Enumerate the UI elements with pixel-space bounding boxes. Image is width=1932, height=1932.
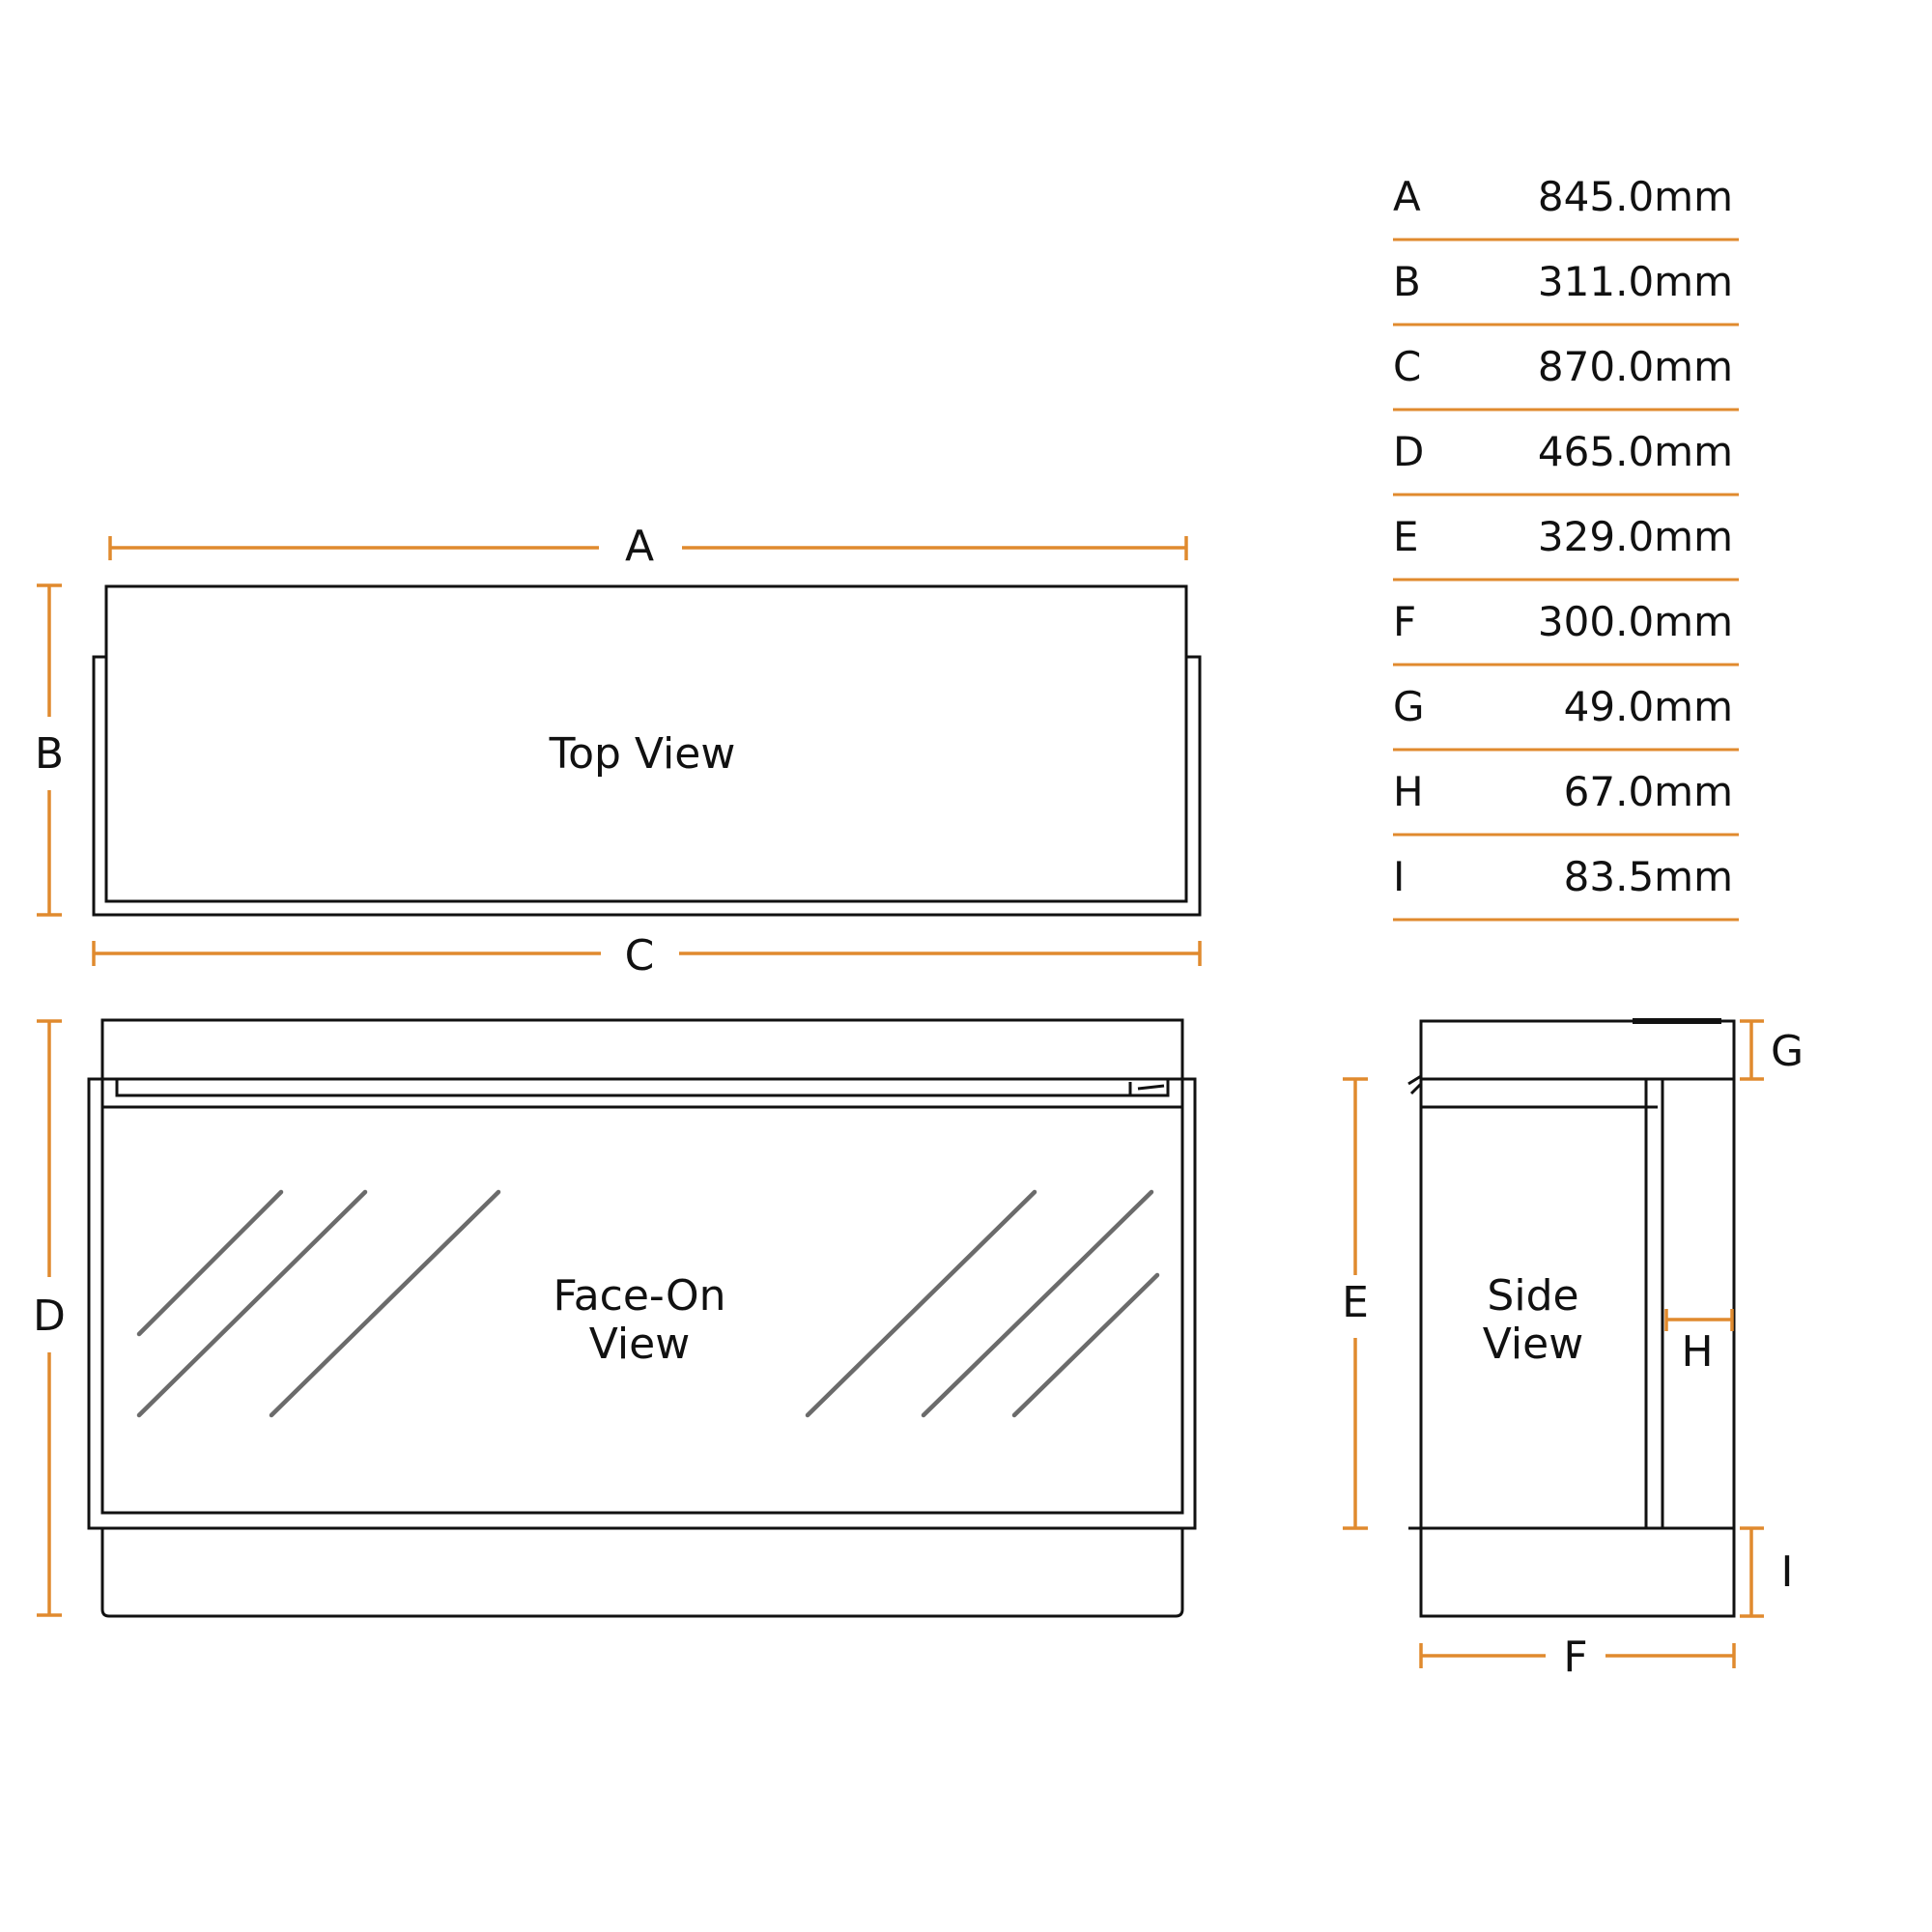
dimension-key-i: I	[1393, 853, 1406, 900]
dimension-value-i: 83.5mm	[1563, 853, 1733, 900]
dimension-value-b: 311.0mm	[1537, 258, 1733, 305]
dimension-value-e: 329.0mm	[1537, 513, 1733, 560]
dimension-c-label: C	[624, 931, 655, 980]
face-on-view	[33, 1020, 1195, 1616]
dimension-i-label: I	[1780, 1548, 1794, 1597]
face-view-label-line2: View	[588, 1320, 691, 1369]
dimension-key-a: A	[1393, 173, 1421, 220]
dimension-value-h: 67.0mm	[1563, 768, 1733, 815]
dimensions-table	[1393, 173, 1739, 920]
dimension-i-line	[1740, 1528, 1764, 1616]
face-control-mark	[1130, 1082, 1164, 1095]
side-view-label-line1: Side	[1487, 1271, 1579, 1321]
dimension-a-label: A	[624, 522, 655, 571]
dimension-value-c: 870.0mm	[1537, 343, 1733, 390]
face-top-cap	[102, 1020, 1182, 1079]
side-view-label-line2: View	[1482, 1320, 1584, 1369]
top-view-label: Top View	[549, 729, 736, 779]
dimension-g-line	[1740, 1021, 1764, 1079]
face-bottom-plinth	[102, 1528, 1182, 1616]
dimension-value-f: 300.0mm	[1537, 598, 1733, 645]
face-slot	[117, 1079, 1168, 1095]
dimension-key-d: D	[1393, 428, 1425, 475]
dimension-f-label: F	[1563, 1633, 1588, 1682]
dimension-key-b: B	[1393, 258, 1421, 305]
dimension-key-g: G	[1393, 683, 1425, 730]
top-view-outer-frame	[94, 657, 1200, 915]
dimension-g-label: G	[1770, 1027, 1804, 1076]
face-view-label-line1: Face-On	[553, 1271, 726, 1321]
dimension-h-label: H	[1681, 1327, 1714, 1377]
dimension-key-e: E	[1393, 513, 1419, 560]
dimension-key-c: C	[1393, 343, 1422, 390]
side-hinge-mark	[1408, 1076, 1421, 1094]
dimension-value-d: 465.0mm	[1537, 428, 1733, 475]
dimension-value-a: 845.0mm	[1537, 173, 1733, 220]
side-view	[1342, 1021, 1804, 1682]
dimension-e-label: E	[1342, 1278, 1369, 1327]
dimension-d-label: D	[33, 1292, 66, 1341]
dimension-key-f: F	[1393, 598, 1417, 645]
top-view	[35, 522, 1200, 980]
dimension-key-h: H	[1393, 768, 1424, 815]
dimension-b-label: B	[34, 729, 65, 779]
dimension-value-g: 49.0mm	[1563, 683, 1733, 730]
